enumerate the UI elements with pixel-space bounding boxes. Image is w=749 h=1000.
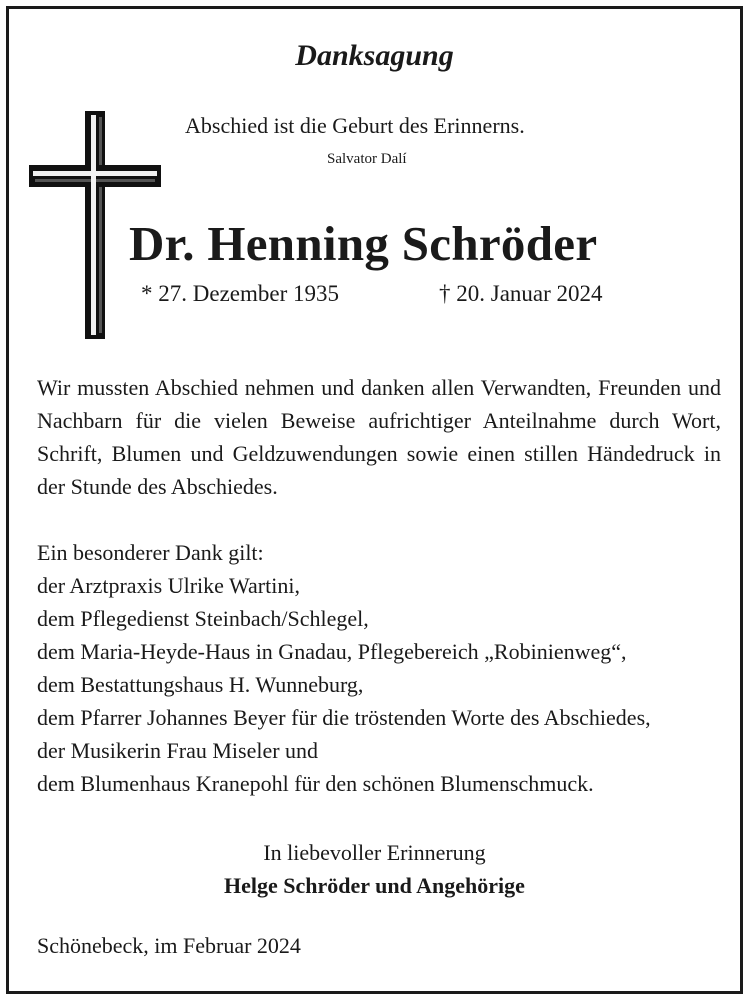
- birth-date: * 27. Dezember 1935: [141, 281, 339, 306]
- body-paragraph: Wir mussten Abschied nehmen und danken allen Verwandten, Freunden und Nachbarn für die vielen Beweise aufrichtiger Anteilnahme durch Wort, Schrift, Blumen und Geldzuwendungen sowie einen stillen Händedruck in der Stunde des Abschiedes.: [37, 375, 721, 499]
- list-item: dem Pfarrer Johannes Beyer für die tröstenden Worte des Abschiedes,: [37, 705, 651, 730]
- list-item: dem Bestattungshaus H. Wunneburg,: [37, 672, 364, 697]
- quote-text: Abschied ist die Geburt des Erinnerns.: [185, 113, 525, 138]
- list-item: dem Blumenhaus Kranepohl für den schönen Blumenschmuck.: [37, 771, 594, 796]
- obituary-card: [6, 6, 743, 994]
- quote-author: Salvator Dalí: [327, 151, 407, 167]
- list-item: dem Maria-Heyde-Haus in Gnadau, Pflegebereich „Robinienweg“,: [37, 639, 627, 664]
- signers: Helge Schröder und Angehörige: [224, 873, 525, 898]
- deceased-name: Dr. Henning Schröder: [129, 216, 598, 271]
- page-title: Danksagung: [295, 39, 454, 72]
- thanks-list: [37, 536, 651, 800]
- list-item: der Musikerin Frau Miseler und: [37, 738, 319, 763]
- death-date: † 20. Januar 2024: [439, 281, 603, 306]
- place-date: Schönebeck, im Februar 2024: [37, 933, 301, 958]
- list-item: dem Pflegedienst Steinbach/Schlegel,: [37, 606, 369, 631]
- closing-block: [9, 836, 740, 902]
- thanks-intro: Ein besonderer Dank gilt:: [37, 540, 264, 565]
- closing-line: In liebevoller Erinnerung: [263, 840, 486, 865]
- list-item: der Arztpraxis Ulrike Wartini,: [37, 573, 300, 598]
